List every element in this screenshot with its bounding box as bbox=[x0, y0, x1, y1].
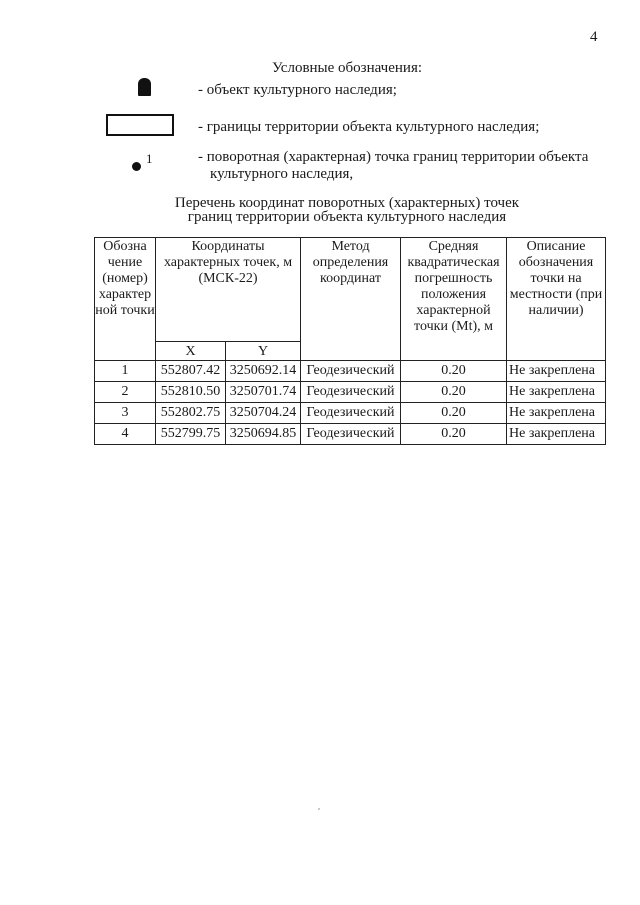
legend-text-turning-point bbox=[198, 149, 608, 183]
cell-method: Геодезический bbox=[301, 361, 401, 382]
scan-speck bbox=[318, 808, 320, 810]
cell-point-number: 1 bbox=[95, 361, 156, 382]
cell-description: Не закреплена bbox=[507, 361, 606, 382]
page-number: 4 bbox=[590, 29, 598, 45]
header-coordinates: Координаты характерных точек, м (МСК-22) bbox=[156, 238, 301, 342]
coordinates-table bbox=[94, 237, 606, 445]
turning-point-icon bbox=[132, 162, 141, 171]
cell-x: 552799.75 bbox=[156, 424, 226, 445]
header-x: X bbox=[156, 342, 226, 361]
cell-y: 3250704.24 bbox=[226, 403, 301, 424]
header-designation: Обозна чение (номер) характер ной точки bbox=[95, 238, 156, 361]
cell-y: 3250694.85 bbox=[226, 424, 301, 445]
cell-method: Геодезический bbox=[301, 424, 401, 445]
turning-point-label: 1 bbox=[146, 151, 153, 166]
legend-text-turning-point-line2: культурного наследия, bbox=[210, 166, 354, 182]
header-description: Описание обозначения точки на местности (при наличии) bbox=[507, 238, 606, 361]
header-y: Y bbox=[226, 342, 301, 361]
cell-method: Геодезический bbox=[301, 403, 401, 424]
table-row bbox=[95, 424, 606, 445]
cell-y: 3250701.74 bbox=[226, 382, 301, 403]
cell-description: Не закреплена bbox=[507, 382, 606, 403]
cell-x: 552802.75 bbox=[156, 403, 226, 424]
heritage-object-icon bbox=[138, 78, 151, 96]
cell-x: 552807.42 bbox=[156, 361, 226, 382]
cell-point-number: 4 bbox=[95, 424, 156, 445]
legend-text-turning-point-line1: - поворотная (характерная) точка границ территории объекта bbox=[198, 149, 589, 165]
cell-accuracy: 0.20 bbox=[401, 382, 507, 403]
cell-method: Геодезический bbox=[301, 382, 401, 403]
cell-accuracy: 0.20 bbox=[401, 361, 507, 382]
cell-accuracy: 0.20 bbox=[401, 403, 507, 424]
table-row bbox=[95, 403, 606, 424]
table-row bbox=[95, 361, 606, 382]
cell-point-number: 3 bbox=[95, 403, 156, 424]
cell-description: Не закреплена bbox=[507, 424, 606, 445]
cell-accuracy: 0.20 bbox=[401, 424, 507, 445]
table-row bbox=[95, 382, 606, 403]
list-title bbox=[0, 196, 640, 224]
cell-y: 3250692.14 bbox=[226, 361, 301, 382]
list-title-line2: границ территории объекта культурного наследия bbox=[187, 209, 507, 225]
header-accuracy: Средняя квадратическая погрешность положения характерной точки (Mt), м bbox=[401, 238, 507, 361]
cell-point-number: 2 bbox=[95, 382, 156, 403]
legend-text-boundary: - границы территории объекта культурного наследия; bbox=[198, 119, 540, 135]
header-method: Метод определения координат bbox=[301, 238, 401, 361]
legend-title: Условные обозначения: bbox=[271, 60, 423, 76]
table-header-row bbox=[95, 238, 606, 342]
cell-description: Не закреплена bbox=[507, 403, 606, 424]
cell-x: 552810.50 bbox=[156, 382, 226, 403]
legend-text-heritage: - объект культурного наследия; bbox=[198, 82, 397, 98]
list-title-line1: Перечень координат поворотных (характерных) точек bbox=[174, 195, 520, 211]
boundary-rectangle-icon bbox=[106, 114, 174, 136]
